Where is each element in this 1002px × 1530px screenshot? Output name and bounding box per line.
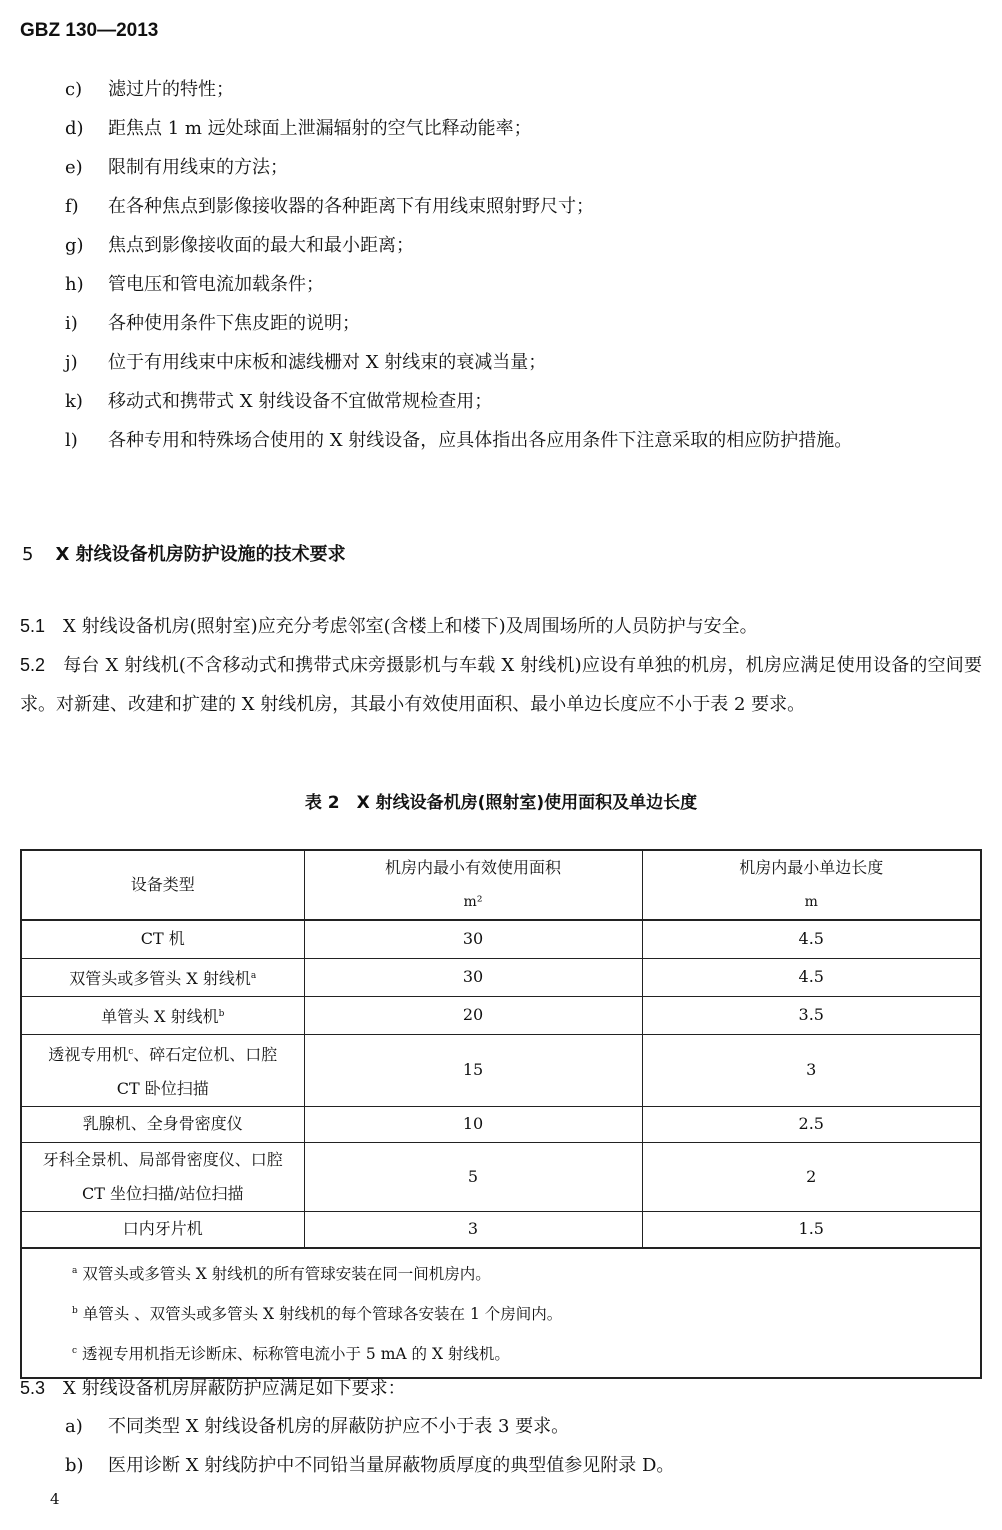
footnote-mark: b (72, 1306, 78, 1316)
table-row (21, 920, 981, 958)
table-caption: 表 2 X 射线设备机房(照射室)使用面积及单边长度 (304, 793, 698, 813)
item-label: h) (65, 274, 84, 295)
table-row (21, 996, 981, 1034)
document-header: GBZ 130—2013 (20, 20, 159, 41)
footnote-mark: c (72, 1346, 78, 1356)
header-length (642, 850, 981, 920)
type-text: 乳腺机、全身骨密度仪 (82, 1114, 243, 1133)
type-text: 口内牙片机 (122, 1219, 203, 1239)
paragraph-5-1 (20, 607, 982, 646)
table-footnote (72, 1253, 980, 1293)
header-area-unit: m² (463, 894, 483, 910)
cell-length: 2.5 (642, 1106, 981, 1142)
cell-length: 2 (642, 1142, 981, 1211)
clause-number: 5.1 (20, 616, 46, 636)
type-text: 单管头 X 射线机 (101, 1006, 219, 1026)
cell-type (21, 920, 304, 958)
item-text: 在各种焦点到影像接收器的各种距离下有用线束照射野尺寸； (108, 196, 594, 217)
cell-type (21, 1034, 304, 1106)
table-row (21, 1142, 981, 1211)
cell-type (21, 1142, 304, 1211)
cell-area: 20 (304, 996, 642, 1034)
item-text: 不同类型 X 射线设备机房的屏蔽防护应不小于表 3 要求。 (108, 1416, 570, 1437)
type-text: CT 机 (140, 929, 185, 949)
item-label: e) (65, 157, 83, 178)
footnote-text: 单管头 、双管头或多管头 X 射线机的每个管球各安装在 1 个房间内。 (82, 1305, 563, 1323)
cell-area: 3 (304, 1211, 642, 1248)
footnote-mark: a (250, 970, 257, 981)
cell-length: 3 (642, 1034, 981, 1106)
header-length-unit: m (804, 894, 818, 910)
room-area-table (20, 849, 982, 1379)
paragraph-5-3 (20, 1369, 982, 1408)
footnotes-cell (21, 1248, 981, 1378)
type-text: 透视专用机 (48, 1044, 129, 1064)
cell-length: 4.5 (642, 958, 981, 996)
table-row (21, 1106, 981, 1142)
table-row (21, 958, 981, 996)
section-title: X 射线设备机房防护设施的技术要求 (55, 544, 346, 565)
cell-type (21, 958, 304, 996)
paragraph-5-2 (20, 646, 982, 724)
cell-length: 3.5 (642, 996, 981, 1034)
item-text: 各种专用和特殊场合使用的 X 射线设备，应具体指出各应用条件下注意采取的相应防护措施。 (108, 430, 853, 451)
footnote-mark: a (72, 1266, 78, 1276)
table-footnote (72, 1333, 980, 1373)
item-label: f) (65, 196, 79, 217)
footnote-mark: b (218, 1008, 225, 1019)
page-number: 4 (50, 1490, 60, 1508)
item-label: g) (65, 235, 84, 256)
item-label: k) (65, 391, 83, 412)
cell-area: 15 (304, 1034, 642, 1106)
item-label: l) (65, 430, 78, 451)
cell-length: 4.5 (642, 920, 981, 958)
item-text: 限制有用线束的方法； (108, 157, 288, 178)
item-text: 距焦点 1 m 远处球面上泄漏辐射的空气比释动能率； (108, 118, 532, 139)
item-text: 各种使用条件下焦皮距的说明； (108, 313, 360, 334)
cell-area: 5 (304, 1142, 642, 1211)
footnote-mark: c (128, 1046, 134, 1057)
clause-text: 每台 X 射线机(不含移动式和携带式床旁摄影机与车载 X 射线机)应设有单独的机房，机房应满足使用设备的空间要求。对新建、改建和扩建的 X 射线机房，其最小有效使用面积、最小单边长度应不小于表 2 要求。 (20, 655, 982, 715)
item-label: c) (65, 79, 83, 100)
item-label: d) (65, 118, 84, 139)
cell-area: 30 (304, 958, 642, 996)
header-area (304, 850, 642, 920)
header-length-label: 机房内最小单边长度 (739, 858, 884, 877)
table-row (21, 1211, 981, 1248)
item-label: a) (65, 1416, 83, 1437)
cell-type (21, 1211, 304, 1248)
item-text: 医用诊断 X 射线防护中不同铅当量屏蔽物质厚度的典型值参见附录 D。 (108, 1455, 675, 1476)
type-text: 双管头或多管头 X 射线机 (69, 968, 251, 988)
item-text: 滤过片的特性； (108, 79, 234, 100)
header-area-label: 机房内最小有效使用面积 (384, 858, 561, 877)
item-label: i) (65, 313, 78, 334)
table-footnote (72, 1293, 980, 1333)
cell-area: 30 (304, 920, 642, 958)
section-number: 5 (22, 544, 34, 565)
type-text-cont: 、碎石定位机、口腔 CT 卧位扫描 (116, 1044, 278, 1098)
clause-number: 5.2 (20, 655, 46, 675)
clause-text: X 射线设备机房(照射室)应充分考虑邻室(含楼上和楼下)及周围场所的人员防护与安全。 (63, 616, 758, 637)
cell-length: 1.5 (642, 1211, 981, 1248)
cell-type (21, 1106, 304, 1142)
table-row (21, 1034, 981, 1106)
footnote-text: 双管头或多管头 X 射线机的所有管球安装在同一间机房内。 (82, 1265, 491, 1283)
item-text: 管电压和管电流加载条件； (108, 274, 324, 295)
clause-number: 5.3 (20, 1378, 46, 1398)
item-text: 移动式和携带式 X 射线设备不宜做常规检查用； (108, 391, 493, 412)
type-text: 牙科全景机、局部骨密度仪、口腔 CT 坐位扫描/站位扫描 (42, 1149, 283, 1203)
section-heading (22, 540, 346, 566)
cell-area: 10 (304, 1106, 642, 1142)
footnote-text: 透视专用机指无诊断床、标称管电流小于 5 mA 的 X 射线机。 (81, 1345, 510, 1363)
item-text: 位于有用线束中床板和滤线栅对 X 射线束的衰减当量； (108, 352, 547, 373)
header-type: 设备类型 (21, 850, 304, 920)
item-label: j) (65, 352, 78, 373)
item-text: 焦点到影像接收面的最大和最小距离； (108, 235, 414, 256)
clause-text: X 射线设备机房屏蔽防护应满足如下要求： (63, 1378, 406, 1399)
item-label: b) (65, 1455, 84, 1476)
cell-type (21, 996, 304, 1034)
footnotes-row (21, 1248, 981, 1378)
